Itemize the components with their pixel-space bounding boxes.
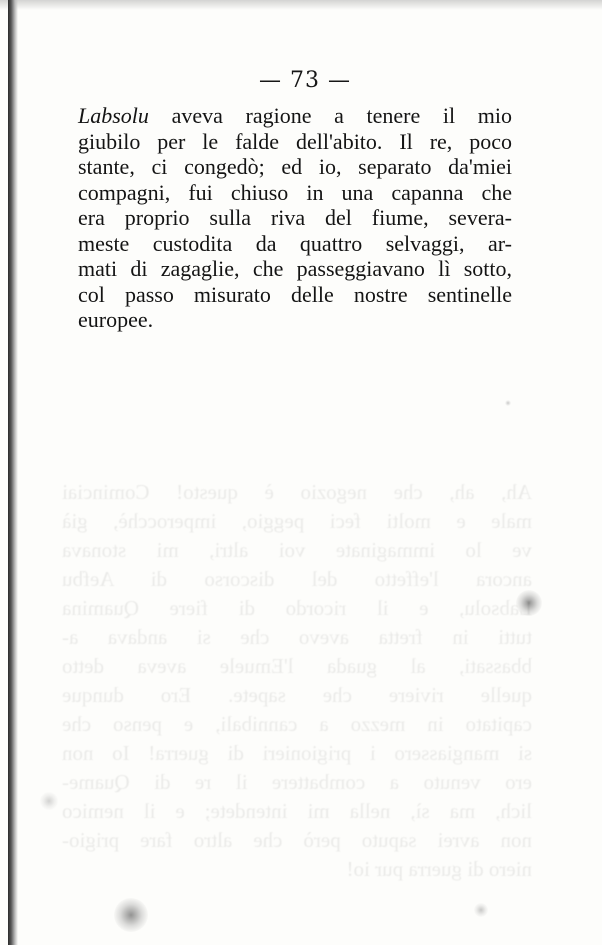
page-top-shadow	[0, 0, 602, 10]
ink-spot	[516, 590, 542, 616]
line-text: compagni, fui chiuso in una capanna che	[78, 179, 512, 205]
ink-spot	[40, 792, 58, 810]
ink-spot	[474, 903, 488, 917]
text-line	[78, 103, 512, 129]
line-text: europee.	[78, 307, 154, 332]
bleed-line: si mangiassero i prigionieri di guerra! Io non	[62, 741, 532, 765]
bleed-line: capitato in mezzo a cannibali, e penso che	[62, 712, 532, 736]
text-line	[78, 231, 512, 257]
page-binding-edge	[8, 0, 18, 945]
page-number: — 73 —	[259, 68, 351, 93]
bleed-through-text	[62, 478, 532, 884]
bleed-line: quelle riviere che sapete. Ero dunque	[62, 683, 532, 707]
bleed-line: non avrei saputo però che altro fare prigio-	[62, 828, 532, 852]
bleed-line: tutti in fretta avevo che si andava a-	[62, 625, 532, 649]
text-line	[78, 307, 512, 333]
bleed-line: ancora l'effetto del discorso di Aefbu	[62, 567, 532, 591]
bleed-line: Ah, ah, che negozio è questo! Cominciai	[62, 480, 532, 504]
bleed-line: bbassati, al guada l'Emuele aveva detto	[62, 654, 532, 678]
line-text: col passo misurato delle nostre sentinelle	[78, 281, 512, 307]
bleed-line: ve lo immaginate voi altri, mi stonava	[62, 538, 532, 562]
body-paragraph	[78, 103, 512, 333]
text-line	[78, 256, 512, 282]
text-line	[78, 129, 512, 155]
line-text: giubilo per le falde dell'abito. Il re, poco	[78, 128, 512, 154]
bleed-line: Labsolu, e il ricordo di fiere Quamina	[62, 596, 532, 620]
bleed-line: niero di guerra pur io!	[346, 857, 532, 881]
line-text: meste custodita da quattro selvaggi, ar-	[78, 230, 512, 256]
line-text: mati di zagaglie, che passeggiavano lì sotto,	[78, 256, 512, 281]
line-text: aveva ragione a tenere il mio	[148, 103, 512, 128]
italic-name: Labsolu	[78, 103, 149, 128]
bleed-line: male e molti feci peggio, imperocchè, già	[62, 509, 532, 533]
bleed-line: lich, ma sì, nella mi intendete; e il nemico	[62, 799, 532, 823]
bleed-line: ero venuto a combattere il re di Quame-	[62, 770, 532, 794]
ink-spot	[114, 898, 148, 932]
line-text: era proprio sulla riva del fiume, severa-	[78, 205, 512, 230]
text-line	[78, 180, 512, 206]
line-text: stante, ci congedò; ed io, separato da'miei	[78, 154, 512, 179]
text-line	[78, 282, 512, 308]
ink-spot	[505, 400, 511, 406]
text-line	[78, 154, 512, 180]
text-line	[78, 205, 512, 231]
